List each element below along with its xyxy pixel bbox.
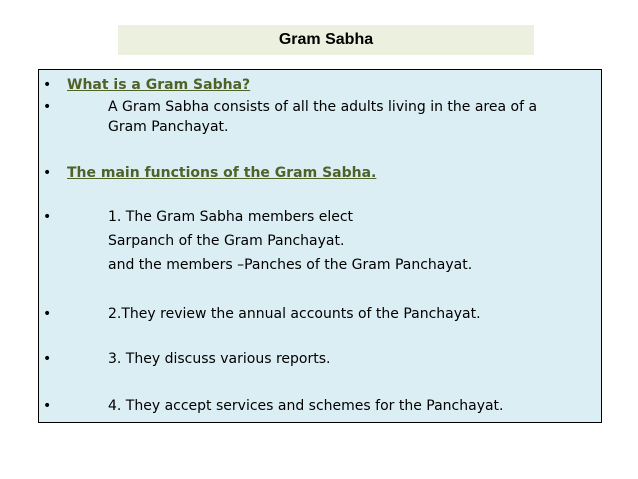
bullet-marker: • [43, 351, 52, 367]
function-1-line-3: and the members –Panches of the Gram Panchayat. [108, 257, 473, 273]
definition-line-2: Gram Panchayat. [108, 119, 229, 135]
bullet-marker: • [43, 306, 52, 322]
definition-line-1: A Gram Sabha consists of all the adults living in the area of a [108, 99, 538, 115]
function-1-line-2: Sarpanch of the Gram Panchayat. [108, 233, 345, 249]
bullet-marker: • [43, 99, 52, 115]
function-3-line: 3. They discuss various reports. [108, 351, 331, 367]
bullet-marker: • [43, 398, 52, 414]
function-1-line-1: 1. The Gram Sabha members elect [108, 209, 354, 225]
heading-what-is-gram-sabha: What is a Gram Sabha? [67, 77, 251, 93]
bullet-marker: • [43, 209, 52, 225]
bullet-marker: • [43, 77, 52, 93]
bullet-marker: • [43, 165, 52, 181]
content-box [38, 69, 602, 423]
heading-main-functions: The main functions of the Gram Sabha. [67, 165, 377, 181]
function-2-line: 2.They review the annual accounts of the Panchayat. [108, 306, 481, 322]
slide-title-bar [118, 25, 534, 55]
function-4-line: 4. They accept services and schemes for the Panchayat. [108, 398, 504, 414]
slide-title: Gram Sabha [278, 31, 374, 48]
